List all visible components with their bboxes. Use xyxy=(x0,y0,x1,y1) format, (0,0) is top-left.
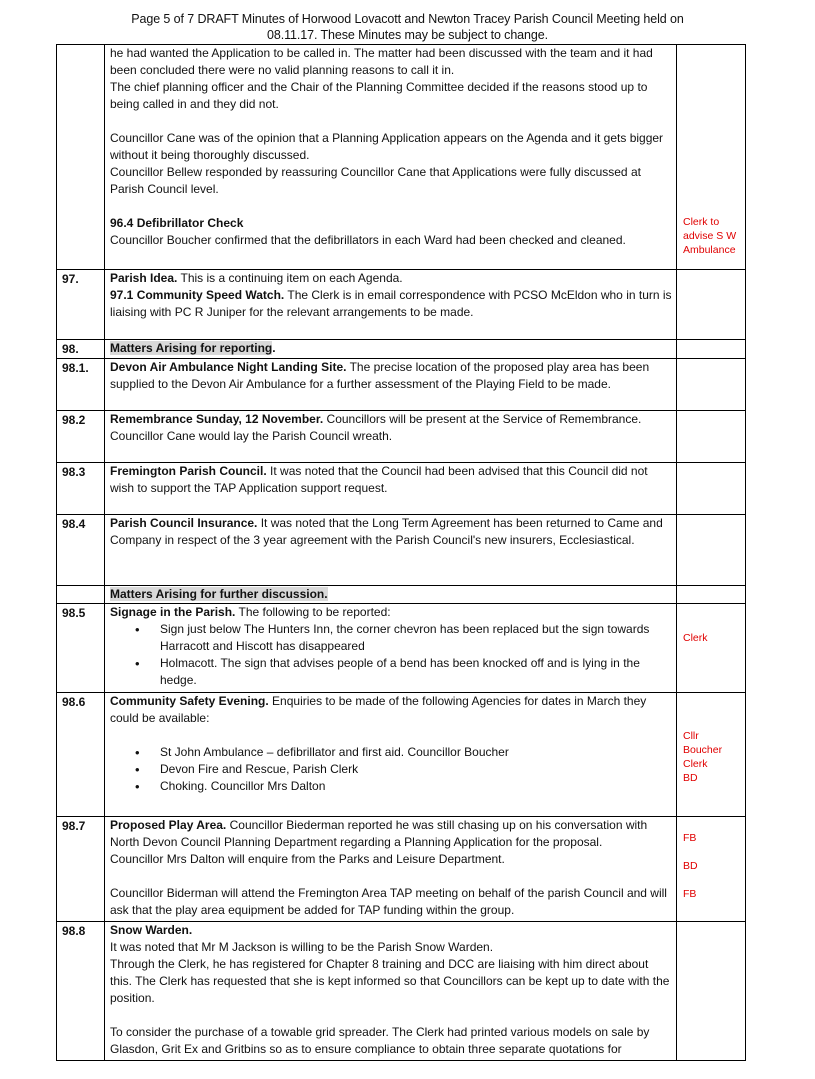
section-heading xyxy=(105,586,677,604)
paragraph: Councillor Bellew responded by reassuring Councillor Cane that Applications were fully discussed at Parish Council level. xyxy=(110,165,641,196)
item-number xyxy=(57,586,105,604)
table-row xyxy=(57,922,746,1061)
item-title: Signage in the Parish. xyxy=(110,605,236,619)
table-row xyxy=(57,586,746,604)
page-header-line-1: Page 5 of 7 DRAFT Minutes of Horwood Lovacott and Newton Tracey Parish Council Meeting held on xyxy=(131,12,684,26)
table-row xyxy=(57,515,746,586)
item-body xyxy=(105,604,677,693)
item-title: Proposed Play Area. xyxy=(110,818,227,832)
action-text: BD xyxy=(683,772,698,784)
paragraph: The chief planning officer and the Chair of the Planning Committee decided if the reasons stood up to being called in and they did not. xyxy=(110,80,648,111)
section-heading: Matters Arising for reporting. xyxy=(105,340,677,359)
action-cell xyxy=(677,693,746,817)
item-number: 98.5 xyxy=(57,604,105,693)
action-text: FB xyxy=(683,832,697,844)
item-number: 98.3 xyxy=(57,463,105,515)
table-row xyxy=(57,359,746,411)
minutes-table xyxy=(56,44,746,1061)
item-body xyxy=(105,515,677,586)
item-title: Fremington Parish Council. xyxy=(110,464,267,478)
bullet-list xyxy=(110,744,672,795)
action-cell xyxy=(677,411,746,463)
item-text: It was noted that the Long Term Agreement has been returned to Came and Company in respect of the 3 year agreement with the Parish Council's new insurers, Ecclesiastical. xyxy=(110,516,663,547)
section-heading-text: Matters Arising for further discussion. xyxy=(110,587,328,601)
action-text: Cllr xyxy=(683,730,699,742)
action-text: Boucher xyxy=(683,744,723,756)
item-number: 97. xyxy=(57,270,105,340)
item-title: Parish Council Insurance. xyxy=(110,516,258,530)
item-text: Councillor Biederman reported he was still chasing up on his conversation with North Devon Council Planning Department regarding a Planning Application for the proposal. xyxy=(110,818,648,849)
paragraph: It was noted that Mr M Jackson is willing to be the Parish Snow Warden. xyxy=(110,940,494,954)
item-title: Remembrance Sunday, 12 November. xyxy=(110,412,324,426)
list-item: • Holmacott. The sign that advises people of a bend has been knocked off and is lying in the hedge. xyxy=(154,655,672,689)
paragraph: Councillor Mrs Dalton will enquire from the Parks and Leisure Department. xyxy=(110,852,505,866)
action-text: Clerk xyxy=(683,632,708,644)
item-number: 98.7 xyxy=(57,817,105,922)
item-text: The following to be reported: xyxy=(235,605,391,619)
item-body xyxy=(105,45,677,270)
item-text: Enquiries to be made of the following Agencies for dates in March they could be available: xyxy=(110,694,647,725)
item-body xyxy=(105,359,677,411)
page-header-line-2: 08.11.17. These Minutes may be subject to change. xyxy=(267,28,548,42)
table-row xyxy=(57,604,746,693)
table-row xyxy=(57,693,746,817)
item-body xyxy=(105,817,677,922)
action-cell xyxy=(677,270,746,340)
paragraph: he had wanted the Application to be called in. The matter had been discussed with the team and it had been concluded there were no valid planning reasons to call it in. xyxy=(110,46,653,77)
action-text: BD xyxy=(683,860,698,872)
action-text: advise S W xyxy=(683,230,737,242)
table-row xyxy=(57,463,746,515)
item-number: 98.8 xyxy=(57,922,105,1061)
action-cell xyxy=(677,604,746,693)
paragraph: Councillor Biderman will attend the Fremington Area TAP meeting on behalf of the parish Council and will ask that the play area equipment be added for TAP funding within the group. xyxy=(110,886,667,917)
item-text: Councillors will be present at the Service of Remembrance. Councillor Cane would lay the Parish Council wreath. xyxy=(110,412,642,443)
item-title: Snow Warden. xyxy=(110,923,193,937)
table-row xyxy=(57,340,746,359)
page-header xyxy=(0,11,815,43)
action-text: Clerk to xyxy=(683,216,720,228)
item-number: 98. xyxy=(57,340,105,359)
item-text: This is a continuing item on each Agenda. xyxy=(177,271,403,285)
paragraph: Councillor Boucher confirmed that the defibrillators in each Ward had been checked and cleaned. xyxy=(110,233,626,247)
table-row xyxy=(57,270,746,340)
table-row xyxy=(57,817,746,922)
table-row xyxy=(57,45,746,270)
action-cell xyxy=(677,45,746,270)
action-cell xyxy=(677,922,746,1061)
item-number: 98.1. xyxy=(57,359,105,411)
list-item: • Sign just below The Hunters Inn, the corner chevron has been replaced but the sign towards Harracott and Hiscott has disappeared xyxy=(154,621,672,655)
item-number xyxy=(57,45,105,270)
paragraph: To consider the purchase of a towable grid spreader. The Clerk had printed various models on sale by Glasdon, Grit Ex and Gritbins so as to ensure compliance to obtain three separate quotations for xyxy=(110,1025,650,1056)
action-cell xyxy=(677,463,746,515)
list-item: • St John Ambulance – defibrillator and first aid. Councillor Boucher xyxy=(154,744,672,761)
paragraph: Through the Clerk, he has registered for Chapter 8 training and DCC are liaising with him direct about this. The Clerk has requested that she is kept informed so that Councillors can be kept up to date with the position. xyxy=(110,957,670,1005)
action-text: Ambulance xyxy=(683,244,736,256)
action-text: Clerk xyxy=(683,758,708,770)
bullet-list xyxy=(110,621,672,689)
action-cell xyxy=(677,586,746,604)
item-title: Community Safety Evening. xyxy=(110,694,269,708)
item-title: Devon Air Ambulance Night Landing Site. xyxy=(110,360,347,374)
sub-item-title: 96.4 Defibrillator Check xyxy=(110,216,244,230)
table-row xyxy=(57,411,746,463)
section-heading-text: Matters Arising for reporting xyxy=(110,341,273,355)
sub-item-title: 97.1 Community Speed Watch. xyxy=(110,288,285,302)
action-cell xyxy=(677,359,746,411)
item-title: Parish Idea. xyxy=(110,271,178,285)
action-text: FB xyxy=(683,888,697,900)
action-cell xyxy=(677,515,746,586)
item-body xyxy=(105,463,677,515)
item-text: The Clerk is in email correspondence with PCSO McEldon who in turn is liaising with PC R Juniper for the relevant arrangements to be made. xyxy=(110,288,672,319)
item-number: 98.2 xyxy=(57,411,105,463)
paragraph: Councillor Cane was of the opinion that a Planning Application appears on the Agenda and it gets bigger without it being thoroughly discussed. xyxy=(110,131,664,162)
item-body xyxy=(105,693,677,817)
item-number: 98.4 xyxy=(57,515,105,586)
list-item: • Choking. Councillor Mrs Dalton xyxy=(154,778,672,795)
item-text: The precise location of the proposed play area has been supplied to the Devon Air Ambulance for a further assessment of the Playing Field to be made. xyxy=(110,360,650,391)
item-text: It was noted that the Council had been advised that this Council did not wish to support the TAP Application support request. xyxy=(110,464,648,495)
action-cell xyxy=(677,340,746,359)
item-body xyxy=(105,411,677,463)
action-cell xyxy=(677,817,746,922)
item-body xyxy=(105,922,677,1061)
item-body xyxy=(105,270,677,340)
item-number: 98.6 xyxy=(57,693,105,817)
list-item: • Devon Fire and Rescue, Parish Clerk xyxy=(154,761,672,778)
